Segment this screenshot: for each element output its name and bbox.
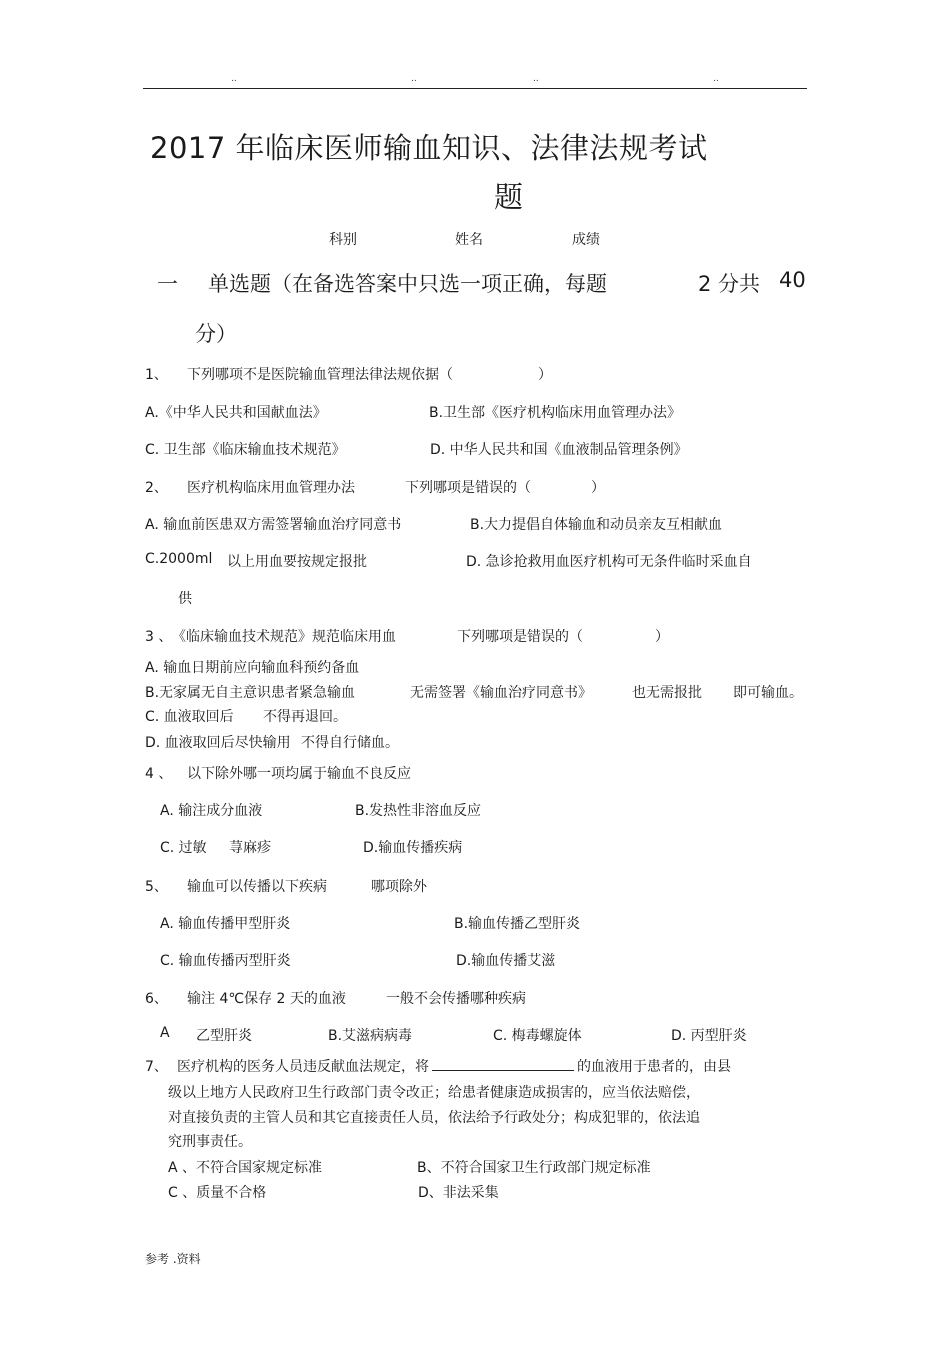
question-number: 1、 bbox=[145, 367, 168, 383]
option-a: A. 输血传播甲型肝炎 bbox=[160, 916, 291, 932]
question-text: 医疗机构的医务人员违反献血法规定，将 bbox=[177, 1059, 429, 1075]
question-text: 医疗机构临床用血管理办法 bbox=[187, 480, 355, 496]
option-d: D. 急诊抢救用血医疗机构可无条件临时采血自 bbox=[466, 554, 752, 570]
header-dots-1: .. bbox=[231, 74, 237, 84]
option-d-cont: 供 bbox=[178, 591, 192, 607]
question-number: 2、 bbox=[145, 480, 168, 496]
option-a: A 、不符合国家规定标准 bbox=[168, 1160, 323, 1176]
question-text: 下列哪项不是医院输血管理法律法规依据（ bbox=[187, 367, 453, 383]
option-c: C. 卫生部《临床输血技术规范》 bbox=[145, 442, 346, 458]
question-text-cont: 一般不会传播哪种疾病 bbox=[386, 991, 526, 1007]
section-number: 一 bbox=[157, 272, 178, 296]
option-d: D、非法采集 bbox=[418, 1185, 499, 1201]
option-c: C.2000ml bbox=[145, 551, 213, 567]
option-b: B.卫生部《医疗机构临床用血管理办法》 bbox=[429, 405, 682, 421]
footer-text: 参考 .资料 bbox=[145, 1252, 201, 1266]
option-d: D. 丙型肝炎 bbox=[671, 1028, 747, 1044]
question-paren-close: ） bbox=[591, 480, 605, 496]
meta-score-label: 成绩 bbox=[572, 232, 600, 248]
question-text-line4: 究刑事责任。 bbox=[168, 1134, 252, 1150]
section-points: 2 分共 bbox=[698, 272, 761, 296]
option-a-cont: 乙型肝炎 bbox=[196, 1028, 252, 1044]
question-text-line1 bbox=[177, 1056, 731, 1076]
meta-name-label: 姓名 bbox=[455, 232, 483, 248]
option-b-cont-2: 也无需报批 bbox=[632, 685, 702, 701]
header-rule bbox=[143, 88, 807, 89]
header-dots-3: .. bbox=[533, 74, 539, 84]
page-title-line1: 2017 年临床医师输血知识、法律法规考试 bbox=[150, 131, 708, 165]
option-c: C. 过敏 bbox=[160, 840, 207, 856]
option-b: B.输血传播乙型肝炎 bbox=[454, 916, 581, 932]
option-c: C 、质量不合格 bbox=[168, 1185, 267, 1201]
section-total: 40 bbox=[779, 268, 806, 292]
option-b-cont-1: 无需签署《输血治疗同意书》 bbox=[410, 685, 592, 701]
header-dots-4: .. bbox=[713, 74, 719, 84]
question-text: 以下除外哪一项均属于输血不良反应 bbox=[187, 766, 411, 782]
header-dots-2: .. bbox=[411, 74, 417, 84]
option-a: A.《中华人民共和国献血法》 bbox=[145, 405, 327, 421]
option-d: D. 血液取回后尽快输用 bbox=[145, 735, 291, 751]
option-d: D. 中华人民共和国《血液制品管理条例》 bbox=[430, 442, 688, 458]
question-paren-close: ） bbox=[655, 629, 669, 645]
question-text: 输血可以传播以下疾病 bbox=[187, 879, 327, 895]
question-text-cont: 哪项除外 bbox=[371, 879, 427, 895]
option-b: B、不符合国家卫生行政部门规定标准 bbox=[417, 1160, 651, 1176]
option-c: C. 输血传播丙型肝炎 bbox=[160, 953, 291, 969]
question-text-line3: 对直接负责的主管人员和其它直接责任人员，依法给予行政处分；构成犯罪的，依法追 bbox=[168, 1110, 700, 1126]
option-c: C. 血液取回后 bbox=[145, 709, 234, 725]
question-paren-close: ） bbox=[538, 367, 552, 383]
option-b: B.艾滋病病毒 bbox=[328, 1028, 413, 1044]
section-heading: 单选题（在备选答案中只选一项正确，每题 bbox=[208, 272, 607, 296]
option-c-cont: 荨麻疹 bbox=[229, 840, 271, 856]
question-text-line2: 级以上地方人民政府卫生行政部门责令改正；给患者健康造成损害的，应当依法赔偿， bbox=[168, 1085, 700, 1101]
option-b: B.发热性非溶血反应 bbox=[355, 803, 482, 819]
question-text-cont: 下列哪项是错误的（ bbox=[457, 629, 583, 645]
option-c: C. 梅毒螺旋体 bbox=[493, 1028, 582, 1044]
question-number: 6、 bbox=[145, 991, 168, 1007]
option-b: B.无家属无自主意识患者紧急输血 bbox=[145, 685, 356, 701]
page-title-line2: 题 bbox=[494, 180, 524, 214]
option-a: A. 输血日期前应向输血科预约备血 bbox=[145, 660, 360, 676]
question-number: 4 、 bbox=[145, 766, 173, 782]
question-text-cont: 下列哪项是错误的（ bbox=[405, 480, 531, 496]
option-a: A. 输血前医患双方需签署输血治疗同意书 bbox=[145, 517, 402, 533]
option-c-cont: 不得再退回。 bbox=[263, 709, 347, 725]
answer-blank bbox=[432, 1056, 574, 1071]
meta-dept-label: 科别 bbox=[329, 232, 357, 248]
section-heading-cont: 分） bbox=[195, 322, 237, 346]
option-a: A. 输注成分血液 bbox=[160, 803, 263, 819]
option-b: B.大力提倡自体输血和动员亲友互相献血 bbox=[470, 517, 723, 533]
option-b-cont-3: 即可输血。 bbox=[733, 685, 803, 701]
question-text: 输注 4℃保存 2 天的血液 bbox=[187, 991, 346, 1007]
question-number: 5、 bbox=[145, 879, 168, 895]
question-number: 7、 bbox=[145, 1059, 168, 1075]
question-text-cont: 的血液用于患者的，由县 bbox=[577, 1059, 731, 1075]
option-c-cont: 以上用血要按规定报批 bbox=[227, 554, 367, 570]
option-d: D.输血传播艾滋 bbox=[456, 953, 556, 969]
question-text: 《临床输血技术规范》规范临床用血 bbox=[172, 629, 396, 645]
option-d: D.输血传播疾病 bbox=[363, 840, 463, 856]
option-a: A bbox=[160, 1025, 170, 1041]
option-d-cont: 不得自行储血。 bbox=[301, 735, 399, 751]
question-number: 3 、 bbox=[145, 629, 173, 645]
